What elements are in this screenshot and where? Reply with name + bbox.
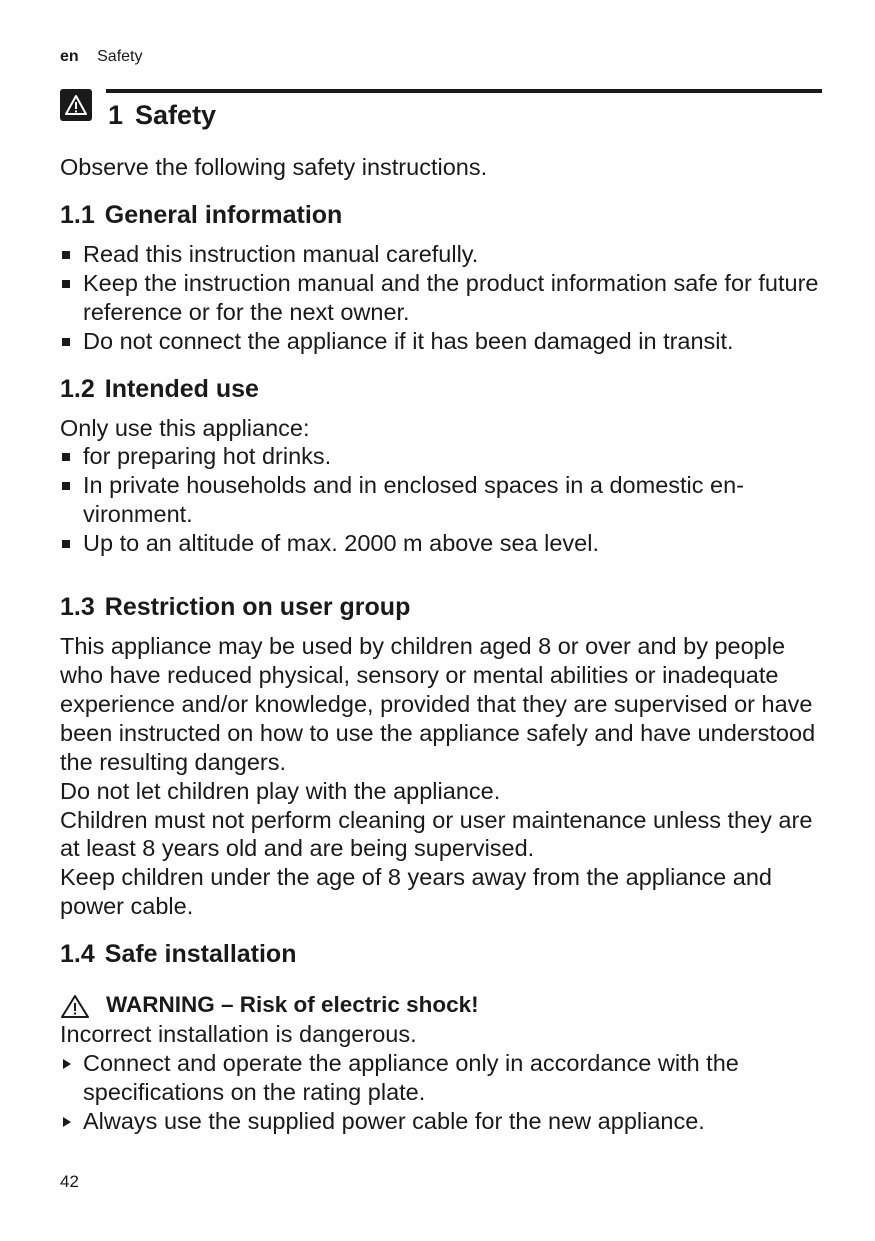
list-item-text: Connect and operate the appliance only in accordance with the specifications on the rating plate. xyxy=(83,1049,739,1105)
list-item xyxy=(60,327,822,356)
list-item xyxy=(60,269,822,327)
warning-triangle-icon xyxy=(60,89,92,121)
language-code: en xyxy=(60,48,79,65)
restriction-paragraph: Do not let children play with the appliance. xyxy=(60,777,501,804)
chapter-number: 1 xyxy=(108,100,124,130)
square-bullet-icon xyxy=(62,280,70,288)
square-bullet-icon xyxy=(62,540,70,548)
list-item xyxy=(60,1107,822,1136)
page-header xyxy=(60,48,142,66)
section-heading-general xyxy=(60,200,822,230)
chapter-title xyxy=(108,100,216,131)
list-item-text: Keep the instruction manual and the product information safe for future reference or for the next owner. xyxy=(83,269,819,325)
warning-text: WARNING – Risk of electric shock! xyxy=(106,992,479,1018)
section-number: 1.4 xyxy=(60,940,95,969)
section-title: Restriction on user group xyxy=(104,593,411,622)
list-item-text: Do not connect the appliance if it has been damaged in transit. xyxy=(83,327,734,354)
restriction-paragraph: Keep children under the age of 8 years away from the appliance and power cable. xyxy=(60,864,772,920)
page-number: 42 xyxy=(60,1172,79,1191)
square-bullet-icon xyxy=(62,338,70,346)
section-number: 1.1 xyxy=(60,200,95,229)
header-section-name: Safety xyxy=(97,48,143,65)
section-title: General information xyxy=(104,200,343,229)
square-bullet-icon xyxy=(62,482,70,490)
section-heading-restriction xyxy=(60,592,822,622)
list-item xyxy=(60,1049,822,1107)
section-number: 1.2 xyxy=(60,374,95,403)
list-item-text: Always use the supplied power cable for the new appliance. xyxy=(83,1107,705,1134)
restriction-paragraph: This appliance may be used by children aged 8 or over and by people who have reduced physical, sensory or mental abilities or inadequate experience and/or knowledge, provided that they are supervised or have been instructed on how to use the appliance safely and have understood the resulting dangers. xyxy=(60,633,816,775)
list-item xyxy=(60,529,822,558)
square-bullet-icon xyxy=(62,453,70,461)
chapter-heading xyxy=(60,88,822,134)
installation-text: Incorrect installation is dangerous. xyxy=(60,1021,417,1048)
list-item xyxy=(60,240,822,269)
arrow-bullet-icon xyxy=(63,1059,71,1069)
general-information-list xyxy=(60,240,822,356)
list-item-text: Up to an altitude of max. 2000 m above sea level. xyxy=(83,530,600,557)
restriction-paragraph: Children must not perform cleaning or user maintenance unless they are at least 8 years old and are being supervised. xyxy=(60,806,813,862)
list-item-text: In private households and in enclosed spaces in a domestic en-vironment. xyxy=(83,472,745,528)
list-item xyxy=(60,471,822,529)
arrow-bullet-icon xyxy=(63,1117,71,1127)
square-bullet-icon xyxy=(62,251,70,259)
chapter-title-text: Safety xyxy=(135,100,217,130)
intended-use-lead: Only use this appliance: xyxy=(60,414,310,441)
section-title: Intended use xyxy=(104,374,259,403)
installation-steps xyxy=(60,1049,822,1136)
section-title: Safe installation xyxy=(104,940,297,969)
section-heading-intended-use xyxy=(60,374,822,404)
warning-heading xyxy=(60,991,822,1020)
list-item-text: for preparing hot drinks. xyxy=(83,443,332,470)
list-item xyxy=(60,442,822,471)
intro-text: Observe the following safety instructions. xyxy=(60,154,488,180)
list-item-text: Read this instruction manual carefully. xyxy=(83,240,479,267)
chapter-rule xyxy=(106,89,822,93)
page-content xyxy=(60,153,822,1136)
section-number: 1.3 xyxy=(60,593,95,622)
intended-use-list xyxy=(60,442,822,558)
section-heading-installation xyxy=(60,939,822,969)
warning-triangle-icon xyxy=(60,994,90,1019)
